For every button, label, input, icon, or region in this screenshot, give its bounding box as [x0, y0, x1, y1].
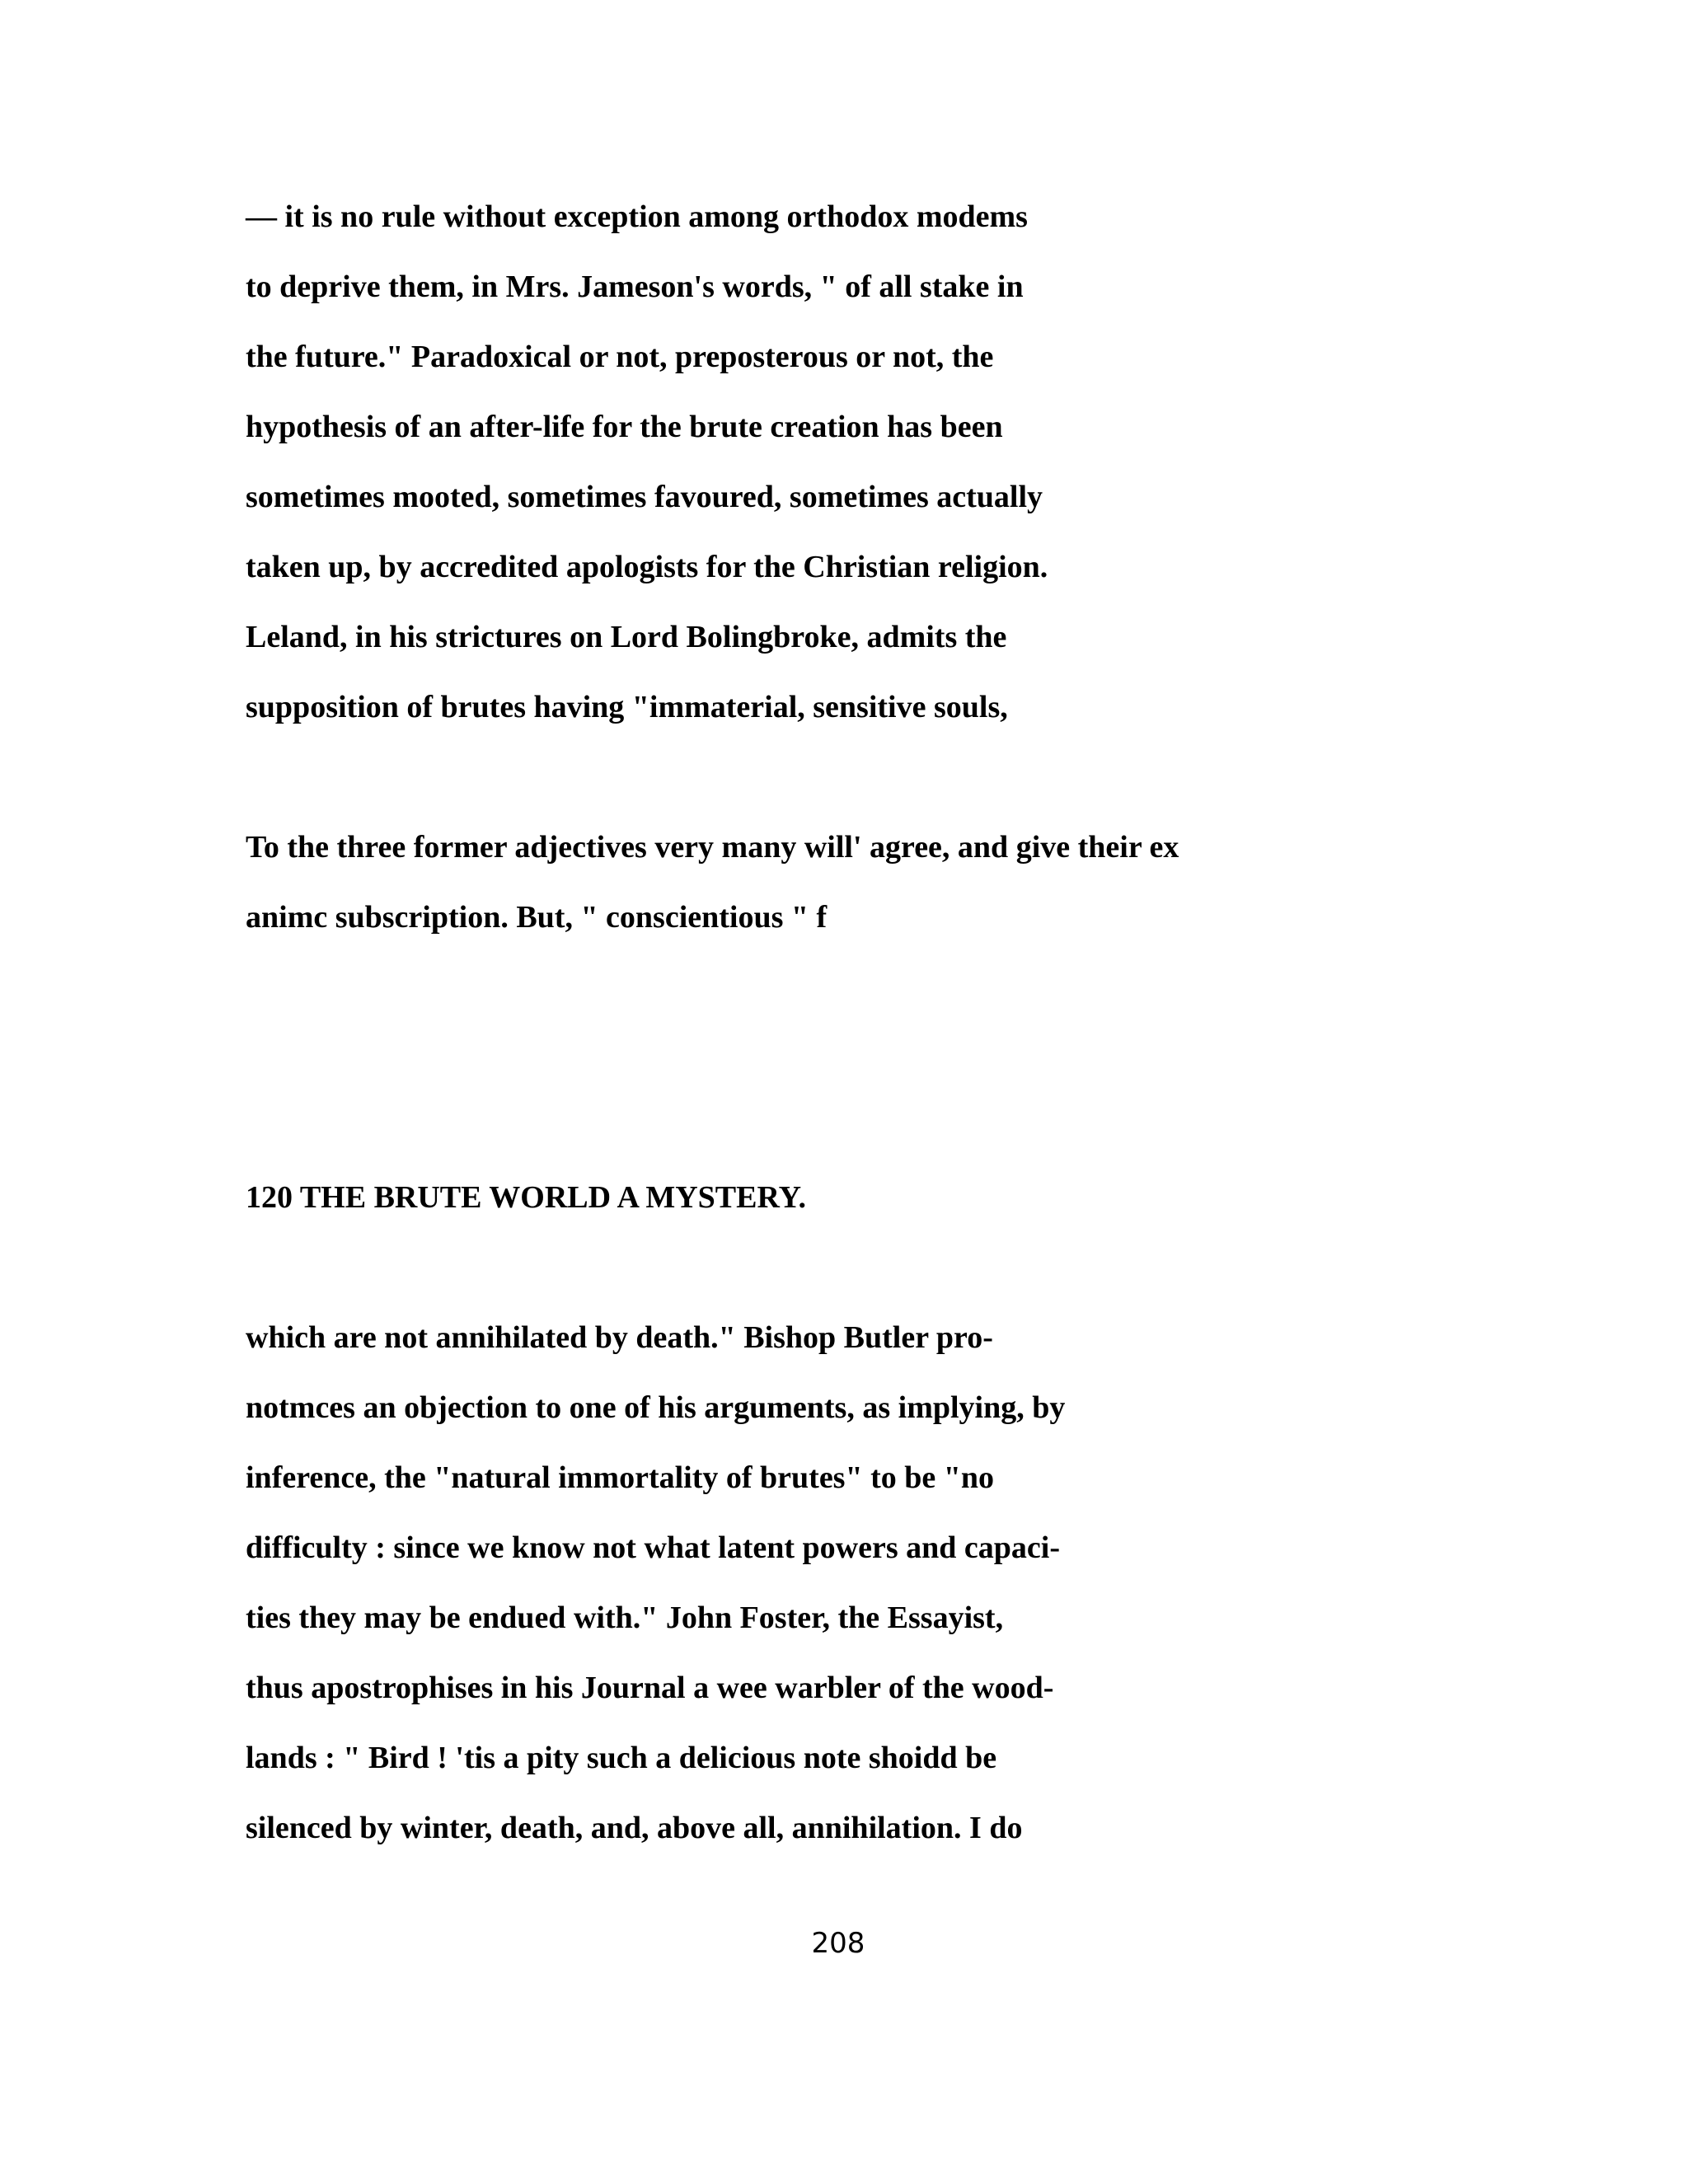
text-line: which are not annihilated by death." Bishop Butler pro-: [246, 1320, 993, 1355]
text-line: the future." Paradoxical or not, preposterous or not, the: [246, 340, 994, 374]
footnote-line: animc subscription. But, " conscientious " f: [246, 900, 828, 935]
page-number: 208: [811, 1927, 865, 1960]
text-line: sometimes mooted, sometimes favoured, sometimes actually: [246, 480, 1043, 514]
text-line: supposition of brutes having "immaterial, sensitive souls,: [246, 690, 1008, 724]
text-line: taken up, by accredited apologists for the Christian religion.: [246, 550, 1048, 584]
text-line: — it is no rule without exception among orthodox modems: [246, 199, 1028, 234]
text-line: to deprive them, in Mrs. Jameson's words, " of all stake in: [246, 269, 1024, 304]
text-line: inference, the "natural immortality of brutes" to be "no: [246, 1460, 994, 1495]
text-line: ties they may be endued with." John Foster, the Essayist,: [246, 1601, 1004, 1635]
text-line: difficulty : since we know not what latent powers and capaci-: [246, 1530, 1060, 1565]
running-header: 120 THE BRUTE WORLD A MYSTERY.: [246, 1180, 807, 1215]
text-line: Leland, in his strictures on Lord Bolingbroke, admits the: [246, 620, 1007, 654]
text-line: lands : " Bird ! 'tis a pity such a delicious note shoidd be: [246, 1741, 997, 1775]
text-line: notmces an objection to one of his arguments, as implying, by: [246, 1390, 1066, 1425]
text-line: silenced by winter, death, and, above all, annihilation. I do: [246, 1811, 1023, 1845]
text-line: thus apostrophises in his Journal a wee warbler of the wood-: [246, 1671, 1054, 1705]
text-line: hypothesis of an after-life for the brute creation has been: [246, 410, 1003, 444]
footnote-line: To the three former adjectives very many will' agree, and give their ex: [246, 830, 1179, 865]
